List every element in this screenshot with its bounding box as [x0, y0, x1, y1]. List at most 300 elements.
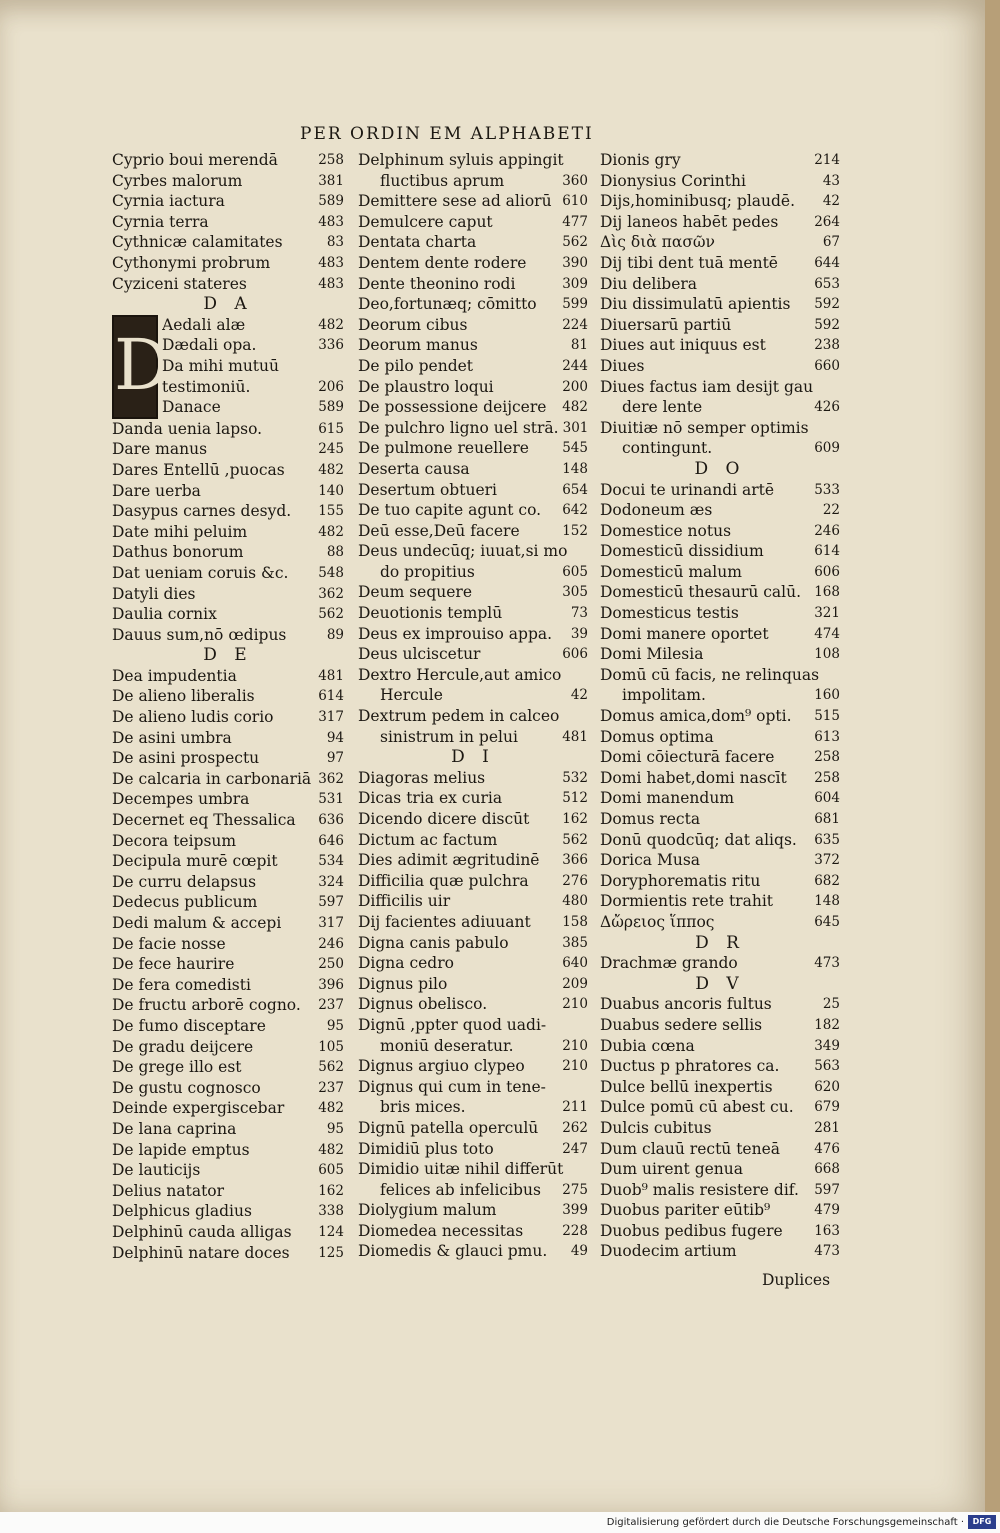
entry-term: Dicas tria ex curia [358, 789, 503, 808]
entry-term: Docui te urinandi artē [600, 480, 775, 499]
entry-term: Deus ex improuiso appa. [358, 624, 553, 643]
index-entry [358, 685, 588, 706]
entry-term: Deus undecūq; iuuat,si mo [358, 542, 568, 561]
entry-page-number: 562 [562, 831, 588, 848]
entry-page-number: 481 [318, 667, 344, 684]
entry-page-number: 613 [814, 728, 840, 745]
entry-page-number: 108 [814, 646, 840, 663]
entry-term: Domi Milesia [600, 645, 704, 664]
entry-term: Domi cōiecturā facere [600, 748, 775, 767]
entry-term: Dare uerba [112, 481, 201, 500]
entry-page-number: 73 [570, 605, 588, 622]
entry-term: Domi habet,domi nascīt [600, 768, 787, 787]
entry-term: De fumo disceptare [112, 1016, 266, 1035]
index-entry [162, 377, 344, 398]
index-entry [112, 1057, 344, 1078]
index-entry [600, 500, 840, 521]
index-entry [358, 274, 588, 295]
entry-page-number: 532 [562, 769, 588, 786]
entry-page-number: 140 [318, 482, 344, 499]
entry-page-number: 479 [814, 1202, 840, 1219]
entry-page-number: 43 [822, 172, 840, 189]
entry-term: De plaustro loqui [358, 377, 494, 396]
entry-page-number: 483 [318, 254, 344, 271]
entry-page-number: 642 [562, 502, 588, 519]
index-entry [600, 274, 840, 295]
entry-page-number: 206 [318, 378, 344, 395]
index-entry [358, 665, 588, 686]
section-heading: D A [203, 294, 253, 315]
entry-term: Cyrnia iactura [112, 192, 225, 211]
entry-term: Decora teipsum [112, 831, 237, 850]
entry-page-number [584, 706, 588, 727]
entry-page-number: 614 [814, 543, 840, 560]
entry-page-number: 168 [814, 584, 840, 601]
entry-term: Δὤρειος ἵππος [600, 912, 715, 931]
entry-page-number: 200 [562, 378, 588, 395]
entry-page-number: 653 [814, 275, 840, 292]
index-entry [600, 315, 840, 336]
entry-page-number: 162 [562, 811, 588, 827]
index-entry [358, 335, 588, 356]
entry-term: Dea impudentia [112, 666, 237, 685]
entry-term: Dulce bellū inexpertis [600, 1077, 773, 1096]
entry-term: De lapide emptus [112, 1140, 250, 1159]
entry-term: Domi manere oportet [600, 624, 769, 643]
index-entry [600, 171, 840, 192]
entry-term: De alieno ludis corio [112, 708, 274, 727]
entry-page-number: 89 [326, 626, 344, 643]
entry-page-number: 155 [318, 503, 344, 520]
entry-term: Dignus pilo [358, 974, 448, 993]
index-entry [600, 480, 840, 501]
entry-page-number: 360 [562, 172, 588, 189]
entry-term: Deorum manus [358, 336, 478, 355]
entry-page-number: 22 [822, 502, 840, 519]
index-entry [112, 460, 344, 481]
entry-page-number: 597 [814, 1181, 840, 1198]
entry-term: Dignus obelisco. [358, 995, 488, 1014]
entry-page-number: 349 [814, 1037, 840, 1054]
entry-page-number: 635 [814, 831, 840, 848]
section-heading: D E [203, 645, 253, 666]
section-heading: D O [694, 458, 746, 479]
index-entry [600, 706, 840, 727]
index-entry [600, 685, 840, 706]
section-heading: D R [695, 932, 745, 953]
entry-page-number: 589 [318, 193, 344, 210]
entry-page-number: 646 [318, 832, 344, 849]
entry-term: Dignus argiuo clypeo [358, 1057, 525, 1076]
entry-page-number: 476 [814, 1140, 840, 1157]
entry-term: Demulcere caput [358, 212, 493, 231]
index-entry [358, 171, 588, 192]
entry-page-number: 237 [318, 997, 344, 1014]
index-entry [600, 871, 840, 892]
entry-page-number: 562 [318, 606, 344, 623]
entry-term: Duob⁹ malis resistere dif. [600, 1180, 799, 1199]
entry-term: Diues aut iniquus est [600, 336, 766, 355]
entry-term: Dextrum pedem in calceo [358, 707, 560, 726]
entry-term: De pulmone reuellere [358, 439, 529, 458]
entry-term: Digna canis pabulo [358, 933, 509, 952]
entry-term: Dorica Musa [600, 851, 701, 870]
entry-term: Cythnicæ calamitates [112, 233, 283, 252]
index-entry [112, 625, 344, 646]
entry-page-number [584, 1159, 588, 1180]
entry-term: Delius natator [112, 1181, 225, 1200]
entry-page-number: 605 [562, 563, 588, 580]
digitization-footer [0, 1512, 1000, 1533]
entry-page-number: 480 [562, 893, 588, 910]
index-entry [112, 584, 344, 605]
entry-term: Deorum cibus [358, 315, 468, 334]
index-entry [358, 459, 588, 480]
index-entry [600, 1200, 840, 1221]
index-entry [600, 335, 840, 356]
entry-page-number: 321 [814, 605, 840, 622]
entry-page-number: 682 [814, 872, 840, 889]
entry-term: Dignus qui cum in tene- [358, 1077, 546, 1096]
entry-term: De pilo pendet [358, 356, 474, 375]
index-entry [358, 1077, 588, 1098]
entry-term: Delphinū natare doces [112, 1243, 290, 1262]
entry-term: sinistrum in pelui [380, 727, 518, 746]
entry-term: Domi manendum [600, 789, 735, 808]
entry-term: Delphinum syluis appingit [358, 151, 564, 169]
index-entry [600, 1241, 840, 1262]
entry-page-number: 533 [814, 481, 840, 498]
entry-term: Difficilia quæ pulchra [358, 871, 529, 890]
index-entry [112, 1160, 344, 1181]
index-entry [358, 850, 588, 871]
entry-term: Domesticū malum [600, 562, 742, 581]
entry-term: Ductus p phratores ca. [600, 1057, 780, 1076]
index-entry [162, 315, 344, 336]
entry-page-number: 481 [562, 728, 588, 745]
entry-term: De asini prospectu [112, 749, 260, 768]
entry-page-number: 597 [318, 894, 344, 911]
index-entry [358, 891, 588, 912]
entry-term: De lauticijs [112, 1161, 201, 1180]
index-entry [600, 232, 840, 253]
entry-term: De gustu cognosco [112, 1078, 261, 1097]
entry-term: Deo,fortunæq; cōmitto [358, 295, 537, 314]
index-entry [600, 1139, 840, 1160]
entry-page-number: 477 [562, 213, 588, 230]
index-entry [112, 1037, 344, 1058]
catchword: Duplices [762, 1271, 831, 1289]
entry-page-number [584, 150, 588, 171]
entry-page-number: 640 [562, 955, 588, 972]
index-entry [112, 831, 344, 852]
index-entry [600, 850, 840, 871]
entry-page-number: 224 [562, 316, 588, 333]
entry-page-number: 182 [814, 1016, 840, 1033]
entry-page-number: 644 [814, 254, 840, 271]
index-entry [358, 1036, 588, 1057]
entry-page-number: 362 [318, 585, 344, 602]
entry-page-number: 246 [814, 522, 840, 539]
footer-credit: Digitalisierung gefördert durch die Deutsche Forschungsgemeinschaft · [606, 1517, 964, 1528]
index-entry [358, 994, 588, 1015]
entry-term: Diolygium malum [358, 1201, 497, 1220]
entry-term: Dente theonino rodi [358, 274, 516, 293]
entry-page-number: 247 [562, 1140, 588, 1157]
index-entry [600, 788, 840, 809]
index-entry [112, 1140, 344, 1161]
entry-page-number: 548 [318, 564, 344, 581]
index-entry [600, 953, 840, 974]
index-entry [112, 481, 344, 502]
entry-term: Diues factus iam desijt gau [600, 377, 814, 396]
entry-page-number: 148 [814, 893, 840, 910]
entry-page-number [584, 541, 588, 562]
entry-page-number: 105 [318, 1038, 344, 1055]
entry-page-number: 512 [562, 790, 588, 807]
index-entry [358, 768, 588, 789]
entry-page-number: 258 [814, 749, 840, 766]
index-entry [112, 748, 344, 769]
entry-page-number: 162 [318, 1182, 344, 1199]
entry-page-number: 258 [318, 152, 344, 168]
running-header: PER ORDIN EM ALPHABETI [300, 124, 594, 144]
entry-page-number [836, 377, 840, 398]
entry-term: Dimidiū plus toto [358, 1139, 494, 1158]
entry-term: Domestice notus [600, 521, 732, 540]
index-entry [112, 522, 344, 543]
entry-page-number: 258 [814, 769, 840, 786]
entry-term: Date mihi peluim [112, 522, 248, 541]
entry-page-number: 426 [814, 399, 840, 416]
index-entry [112, 1201, 344, 1222]
index-entry [358, 1139, 588, 1160]
entry-term: De facie nosse [112, 934, 226, 953]
index-entry [600, 891, 840, 912]
entry-term: Dij facientes adiuuant [358, 912, 531, 931]
entry-page-number: 39 [570, 625, 588, 642]
index-entry [600, 253, 840, 274]
index-entry [358, 253, 588, 274]
index-entry [600, 1180, 840, 1201]
entry-term: Cyprio boui merendā [112, 151, 278, 169]
entry-term: De alieno liberalis [112, 687, 255, 706]
index-entry [358, 191, 588, 212]
entry-page-number: 604 [814, 790, 840, 807]
entry-page-number: 163 [814, 1222, 840, 1239]
entry-term: Dares Entellū ,puocas [112, 460, 285, 479]
entry-term: felices ab infelicibus [380, 1180, 541, 1199]
index-entry [112, 1222, 344, 1243]
index-entry [358, 871, 588, 892]
entry-term: De pulchro ligno uel strā. [358, 418, 559, 437]
index-entry [112, 686, 344, 707]
entry-term: Danace [162, 398, 221, 417]
index-entry [358, 500, 588, 521]
entry-page-number [836, 418, 840, 439]
entry-page-number: 262 [562, 1119, 588, 1136]
index-entry [112, 810, 344, 831]
index-entry [112, 1078, 344, 1099]
entry-term: Dimidio uitæ nihil differūt [358, 1160, 564, 1179]
entry-page-number: 482 [318, 523, 344, 540]
entry-page-number: 396 [318, 976, 344, 993]
entry-page-number: 309 [562, 275, 588, 292]
entry-term: do propitius [380, 562, 475, 581]
index-entry [112, 212, 344, 233]
entry-page-number: 97 [326, 750, 344, 767]
entry-page-number: 42 [570, 687, 588, 704]
entry-page-number: 615 [318, 420, 344, 437]
entry-page-number: 94 [326, 729, 344, 746]
entry-term: Deus ulciscetur [358, 645, 481, 664]
entry-term: Domus optima [600, 727, 714, 746]
index-entry [600, 1118, 840, 1139]
index-entry [600, 562, 840, 583]
entry-page-number: 681 [814, 811, 840, 827]
entry-term: Digna cedro [358, 954, 454, 973]
entry-page-number: 362 [318, 770, 344, 787]
entry-term: Diuitiæ nō semper optimis [600, 418, 809, 437]
entry-term: De fece haurire [112, 955, 235, 974]
index-entry [358, 1221, 588, 1242]
entry-term: Dij tibi dent tuā mentē [600, 253, 778, 272]
entry-term: De grege illo est [112, 1058, 242, 1077]
entry-term: Dathus bonorum [112, 543, 244, 562]
entry-page-number: 210 [562, 996, 588, 1013]
dfg-logo: DFG [968, 1515, 996, 1529]
index-entry [600, 212, 840, 233]
index-entry [600, 1077, 840, 1098]
entry-page-number: 589 [318, 399, 344, 416]
index-entry [358, 1015, 588, 1036]
entry-term: Diomedea necessitas [358, 1221, 524, 1240]
entry-term: Dedi malum & accepi [112, 914, 282, 932]
entry-page-number: 562 [562, 234, 588, 251]
entry-term: Dextro Hercule,aut amico [358, 665, 562, 684]
index-entry [358, 644, 588, 665]
entry-term: Deserta causa [358, 459, 470, 478]
index-entry [600, 768, 840, 789]
entry-term: Cythonymi probrum [112, 253, 271, 272]
entry-page-number [584, 1077, 588, 1098]
entry-term: De fructu arborē cogno. [112, 996, 301, 1015]
entry-page-number: 474 [814, 625, 840, 642]
entry-term: Decipula murē cœpit [112, 852, 278, 871]
entry-term: Domus amica,dom⁹ opti. [600, 707, 792, 726]
index-entry [112, 1016, 344, 1037]
entry-page-number: 281 [814, 1119, 840, 1136]
entry-term: contingunt. [622, 439, 713, 458]
index-entry [358, 603, 588, 624]
entry-term: Difficilis uir [358, 892, 451, 911]
entry-term: De tuo capite agunt co. [358, 501, 542, 520]
entry-page-number: 385 [562, 934, 588, 951]
entry-page-number [584, 1015, 588, 1036]
index-entry [358, 438, 588, 459]
entry-page-number: 317 [318, 709, 344, 726]
entry-page-number: 668 [814, 1161, 840, 1178]
index-entry [162, 335, 344, 356]
index-entry [600, 1159, 840, 1180]
index-entry [112, 995, 344, 1016]
index-entry [600, 624, 840, 645]
index-entry [358, 397, 588, 418]
index-entry [358, 232, 588, 253]
entry-page-number: 482 [318, 461, 344, 478]
entry-term: Dignū ,ppter quod uadi- [358, 1015, 547, 1034]
entry-term: Duodecim artium [600, 1242, 737, 1261]
entry-term: De asini umbra [112, 728, 232, 747]
entry-page-number: 679 [814, 1099, 840, 1116]
index-entry [600, 912, 840, 933]
entry-page-number: 606 [814, 563, 840, 580]
entry-term: Dasypus carnes desyd. [112, 502, 292, 521]
index-entry [358, 706, 588, 727]
entry-page-number: 211 [562, 1099, 588, 1116]
entry-page-number: 95 [326, 1120, 344, 1137]
index-entry [162, 356, 344, 377]
entry-page-number: 158 [562, 913, 588, 930]
entry-page-number: 210 [562, 1058, 588, 1075]
index-entry [600, 397, 840, 418]
entry-term: De gradu deijcere [112, 1037, 254, 1056]
entry-page-number: 88 [326, 544, 344, 561]
entry-page-number: 609 [814, 440, 840, 457]
entry-page-number: 381 [318, 172, 344, 189]
index-entry [112, 789, 344, 810]
entry-term: Deinde expergiscebar [112, 1099, 285, 1118]
entry-page-number: 276 [562, 872, 588, 889]
entry-term: Aedali alæ [162, 315, 246, 334]
entry-term: Dat ueniam coruis &c. [112, 563, 289, 582]
entry-page-number: 264 [814, 213, 840, 230]
entry-term: De curru delapsus [112, 872, 257, 891]
entry-term: Dionysius Corinthi [600, 171, 746, 190]
entry-page-number [340, 356, 344, 377]
index-entry [600, 418, 840, 439]
entry-page-number: 482 [318, 1141, 344, 1158]
index-entry [112, 851, 344, 872]
index-entry [358, 521, 588, 542]
index-entry [358, 1118, 588, 1139]
entry-page-number: 244 [562, 357, 588, 374]
entry-term: bris mices. [380, 1098, 466, 1117]
index-entry [600, 1056, 840, 1077]
entry-term: Dicendo dicere discūt [358, 810, 530, 828]
entry-page-number: 95 [326, 1017, 344, 1034]
entry-term: Desertum obtueri [358, 480, 497, 499]
entry-page-number: 209 [562, 975, 588, 992]
entry-term: Diu delibera [600, 274, 698, 293]
entry-page-number: 610 [562, 193, 588, 210]
entry-page-number: 228 [562, 1222, 588, 1239]
entry-term: Domus recta [600, 810, 701, 828]
entry-term: Diues [600, 356, 645, 375]
index-entry [600, 1097, 840, 1118]
index-entry [600, 747, 840, 768]
entry-page-number: 246 [318, 935, 344, 952]
entry-page-number: 605 [318, 1162, 344, 1179]
section-heading: D V [695, 973, 745, 994]
entry-page-number: 42 [822, 193, 840, 210]
entry-page-number: 250 [318, 956, 344, 973]
entry-term: Drachmæ grando [600, 954, 738, 973]
entry-page-number: 592 [814, 296, 840, 313]
entry-term: Deū esse,Deū facere [358, 521, 520, 540]
index-column-2 [358, 150, 588, 1262]
index-entry [358, 418, 588, 439]
